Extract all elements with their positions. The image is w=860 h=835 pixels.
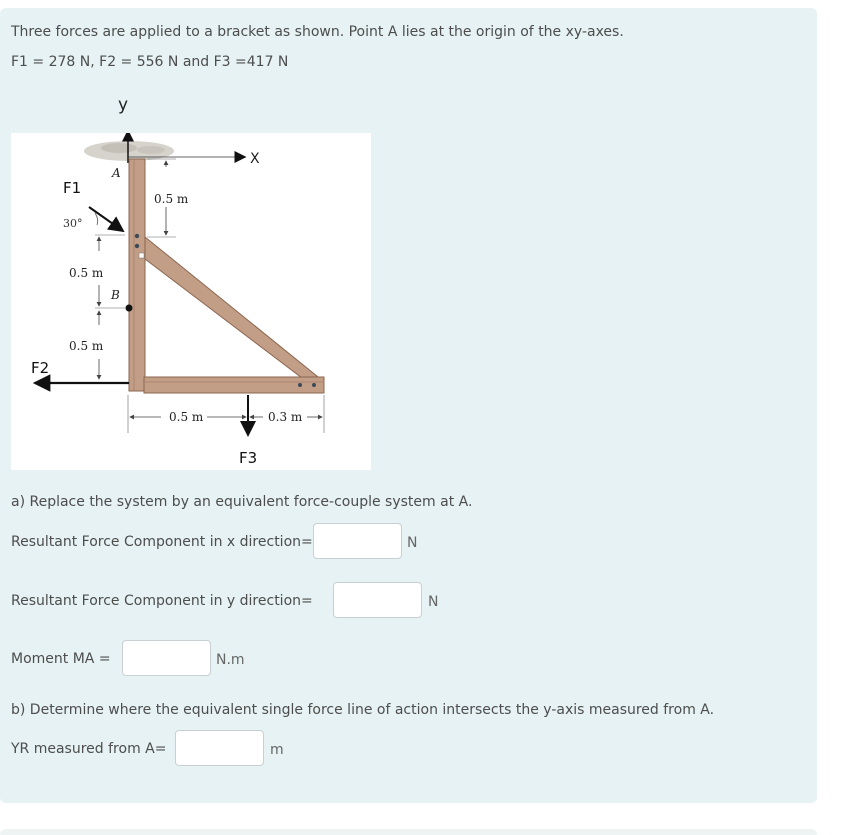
vertical-member xyxy=(129,159,145,391)
x-axis-label: X xyxy=(250,151,260,167)
ma-label: Moment MA = xyxy=(11,651,111,667)
dim-left-lower: 0.5 m xyxy=(69,339,104,353)
ma-input[interactable] xyxy=(122,640,211,676)
y-axis-label: y xyxy=(118,95,129,115)
dim-bottom-right: 0.3 m xyxy=(268,410,303,424)
f2-label: F2 xyxy=(31,359,50,377)
point-b-label: B xyxy=(111,288,120,302)
ma-unit: N.m xyxy=(216,652,245,668)
part-a-heading: a) Replace the system by an equivalent force-couple system at A. xyxy=(11,494,473,510)
dim-bottom-left: 0.5 m xyxy=(169,410,204,424)
horizontal-member xyxy=(144,377,324,393)
yr-unit: m xyxy=(270,742,284,758)
bracket-figure xyxy=(11,133,371,470)
angle-label: 30° xyxy=(63,217,83,230)
f3-label: F3 xyxy=(239,449,258,467)
point-a-label: A xyxy=(112,166,121,180)
diagonal-member xyxy=(145,237,323,381)
given-values: F1 = 278 N, F2 = 556 N and F3 =417 N xyxy=(11,54,289,70)
rx-unit: N xyxy=(407,535,418,551)
next-card-edge xyxy=(0,829,817,835)
bracket-diagram xyxy=(11,133,371,470)
problem-intro: Three forces are applied to a bracket as shown. Point A lies at the origin of the xy-axes. xyxy=(11,24,624,40)
yr-input[interactable] xyxy=(175,730,264,766)
ry-unit: N xyxy=(428,594,439,610)
dim-left-upper: 0.5 m xyxy=(69,266,104,280)
rx-label: Resultant Force Component in x direction= xyxy=(11,534,313,550)
part-b-heading: b) Determine where the equivalent single force line of action intersects the y-axis measured from A. xyxy=(11,702,715,718)
rx-input[interactable] xyxy=(313,523,402,559)
ry-label: Resultant Force Component in y direction= xyxy=(11,593,313,609)
f1-arrow xyxy=(89,207,123,231)
dim-vertical-top: 0.5 m xyxy=(154,192,189,206)
point-b-dot xyxy=(126,305,133,312)
yr-label: YR measured from A= xyxy=(11,741,167,757)
f1-label: F1 xyxy=(63,179,82,197)
ry-input[interactable] xyxy=(333,582,422,618)
